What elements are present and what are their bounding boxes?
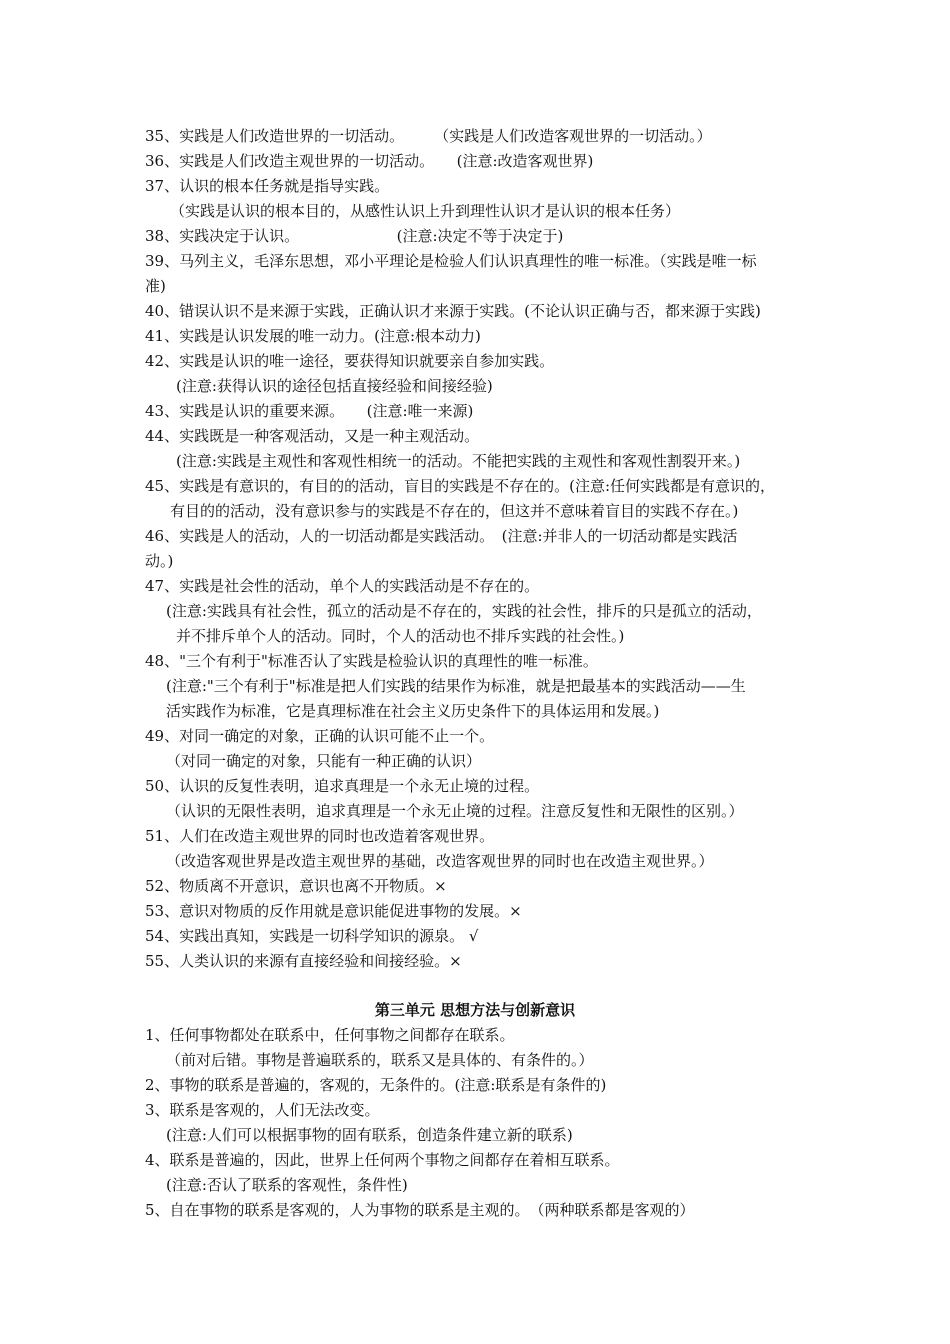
- text-line: 2、事物的联系是普遍的，客观的，无条件的。(注意:联系是有条件的): [145, 1076, 607, 1094]
- text-line: 5、自在事物的联系是客观的，人为事物的联系是主观的。 （两种联系都是客观的）: [145, 1201, 695, 1219]
- text-line: (注意:实践是主观性和客观性相统一的活动。不能把实践的主观性和客观性割裂开来。): [176, 452, 741, 470]
- text-line: 有目的的活动，没有意识参与的实践是不存在的，但这并不意味着盲目的实践不存在。): [170, 502, 739, 520]
- text-line: 40、错误认识不是来源于实践，正确认识才来源于实践。(不论认识正确与否，都来源于实践): [145, 302, 761, 320]
- text-line: 50、认识的反复性表明，追求真理是一个永无止境的过程。: [145, 777, 540, 795]
- text-line: (注意:获得认识的途径包括直接经验和间接经验): [176, 377, 493, 395]
- text-line: （改造客观世界是改造主观世界的基础，改造客观世界的同时也在改造主观世界。）: [166, 852, 714, 870]
- text-line: 35、实践是人们改造世界的一切活动。 （实践是人们改造客观世界的一切活动。）: [145, 127, 712, 145]
- text-line: 37、认识的根本任务就是指导实践。: [145, 177, 390, 195]
- text-line: 43、实践是认识的重要来源。 (注意:唯一来源): [145, 402, 474, 420]
- text-line: 51、人们在改造主观世界的同时也改造着客观世界。: [145, 827, 495, 845]
- text-line: 36、实践是人们改造主观世界的一切活动。 (注意:改造客观世界): [145, 152, 594, 170]
- text-line: 42、实践是认识的唯一途径，要获得知识就要亲自参加实践。: [145, 352, 555, 370]
- text-line: 动。): [145, 552, 174, 570]
- text-line: 54、实践出真知，实践是一切科学知识的源泉。 √: [145, 927, 479, 945]
- text-line: 53、意识对物质的反作用就是意识能促进事物的发展。×: [145, 902, 522, 920]
- text-line: (注意:人们可以根据事物的固有联系，创造条件建立新的联系): [166, 1126, 573, 1144]
- text-line: （实践是认识的根本目的，从感性认识上升到理性认识才是认识的根本任务）: [170, 202, 681, 220]
- text-line: 1、任何事物都处在联系中，任何事物之间都存在联系。: [145, 1026, 515, 1044]
- text-line: 41、实践是认识发展的唯一动力。(注意:根本动力): [145, 327, 481, 345]
- text-line: （认识的无限性表明，追求真理是一个永无止境的过程。注意反复性和无限性的区别。）: [166, 802, 744, 820]
- text-line: 3、联系是客观的，人们无法改变。: [145, 1101, 380, 1119]
- text-line: 52、物质离不开意识，意识也离不开物质。×: [145, 877, 447, 895]
- text-line: (注意:否认了联系的客观性，条件性): [166, 1176, 408, 1194]
- text-line: 活实践作为标准，它是真理标准在社会主义历史条件下的具体运用和发展。): [166, 702, 660, 720]
- text-line: 4、联系是普遍的，因此，世界上任何两个事物之间都存在着相互联系。: [145, 1151, 620, 1169]
- text-line: (注意:"三个有利于"标准是把人们实践的结果作为标准，就是把最基本的实践活动——生: [166, 677, 746, 695]
- text-line: 47、实践是社会性的活动，单个人的实践活动是不存在的。: [145, 577, 540, 595]
- text-line: 并不排斥单个人的活动。同时，个人的活动也不排斥实践的社会性。): [176, 627, 625, 645]
- text-line: (注意:实践具有社会性，孤立的活动是不存在的，实践的社会性，排斥的只是孤立的活动，: [166, 602, 762, 620]
- text-line: 准): [145, 277, 166, 295]
- section-heading: 第三单元 思想方法与创新意识: [374, 1001, 576, 1019]
- text-line: 55、人类认识的来源有直接经验和间接经验。×: [145, 952, 462, 970]
- text-line: 38、实践决定于认识。 (注意:决定不等于决定于): [145, 227, 564, 245]
- text-line: （前对后错。事物是普遍联系的，联系又是具体的、有条件的。）: [166, 1051, 594, 1069]
- text-line: 45、实践是有意识的，有目的的活动，盲目的实践是不存在的。(注意:任何实践都是有意识的，: [145, 477, 775, 495]
- text-line: 46、实践是人的活动，人的一切活动都是实践活动。 (注意:并非人的一切活动都是实践活: [145, 527, 738, 545]
- text-line: 48、"三个有利于"标准否认了实践是检验认识的真理性的唯一标准。: [145, 652, 598, 670]
- text-line: 44、实践既是一种客观活动，又是一种主观活动。: [145, 427, 480, 445]
- text-line: 49、对同一确定的对象，正确的认识可能不止一个。: [145, 727, 495, 745]
- text-line: （对同一确定的对象，只能有一种正确的认识）: [166, 752, 482, 770]
- text-line: 39、马列主义，毛泽东思想，邓小平理论是检验人们认识真理性的唯一标准。（实践是唯一标: [145, 252, 757, 270]
